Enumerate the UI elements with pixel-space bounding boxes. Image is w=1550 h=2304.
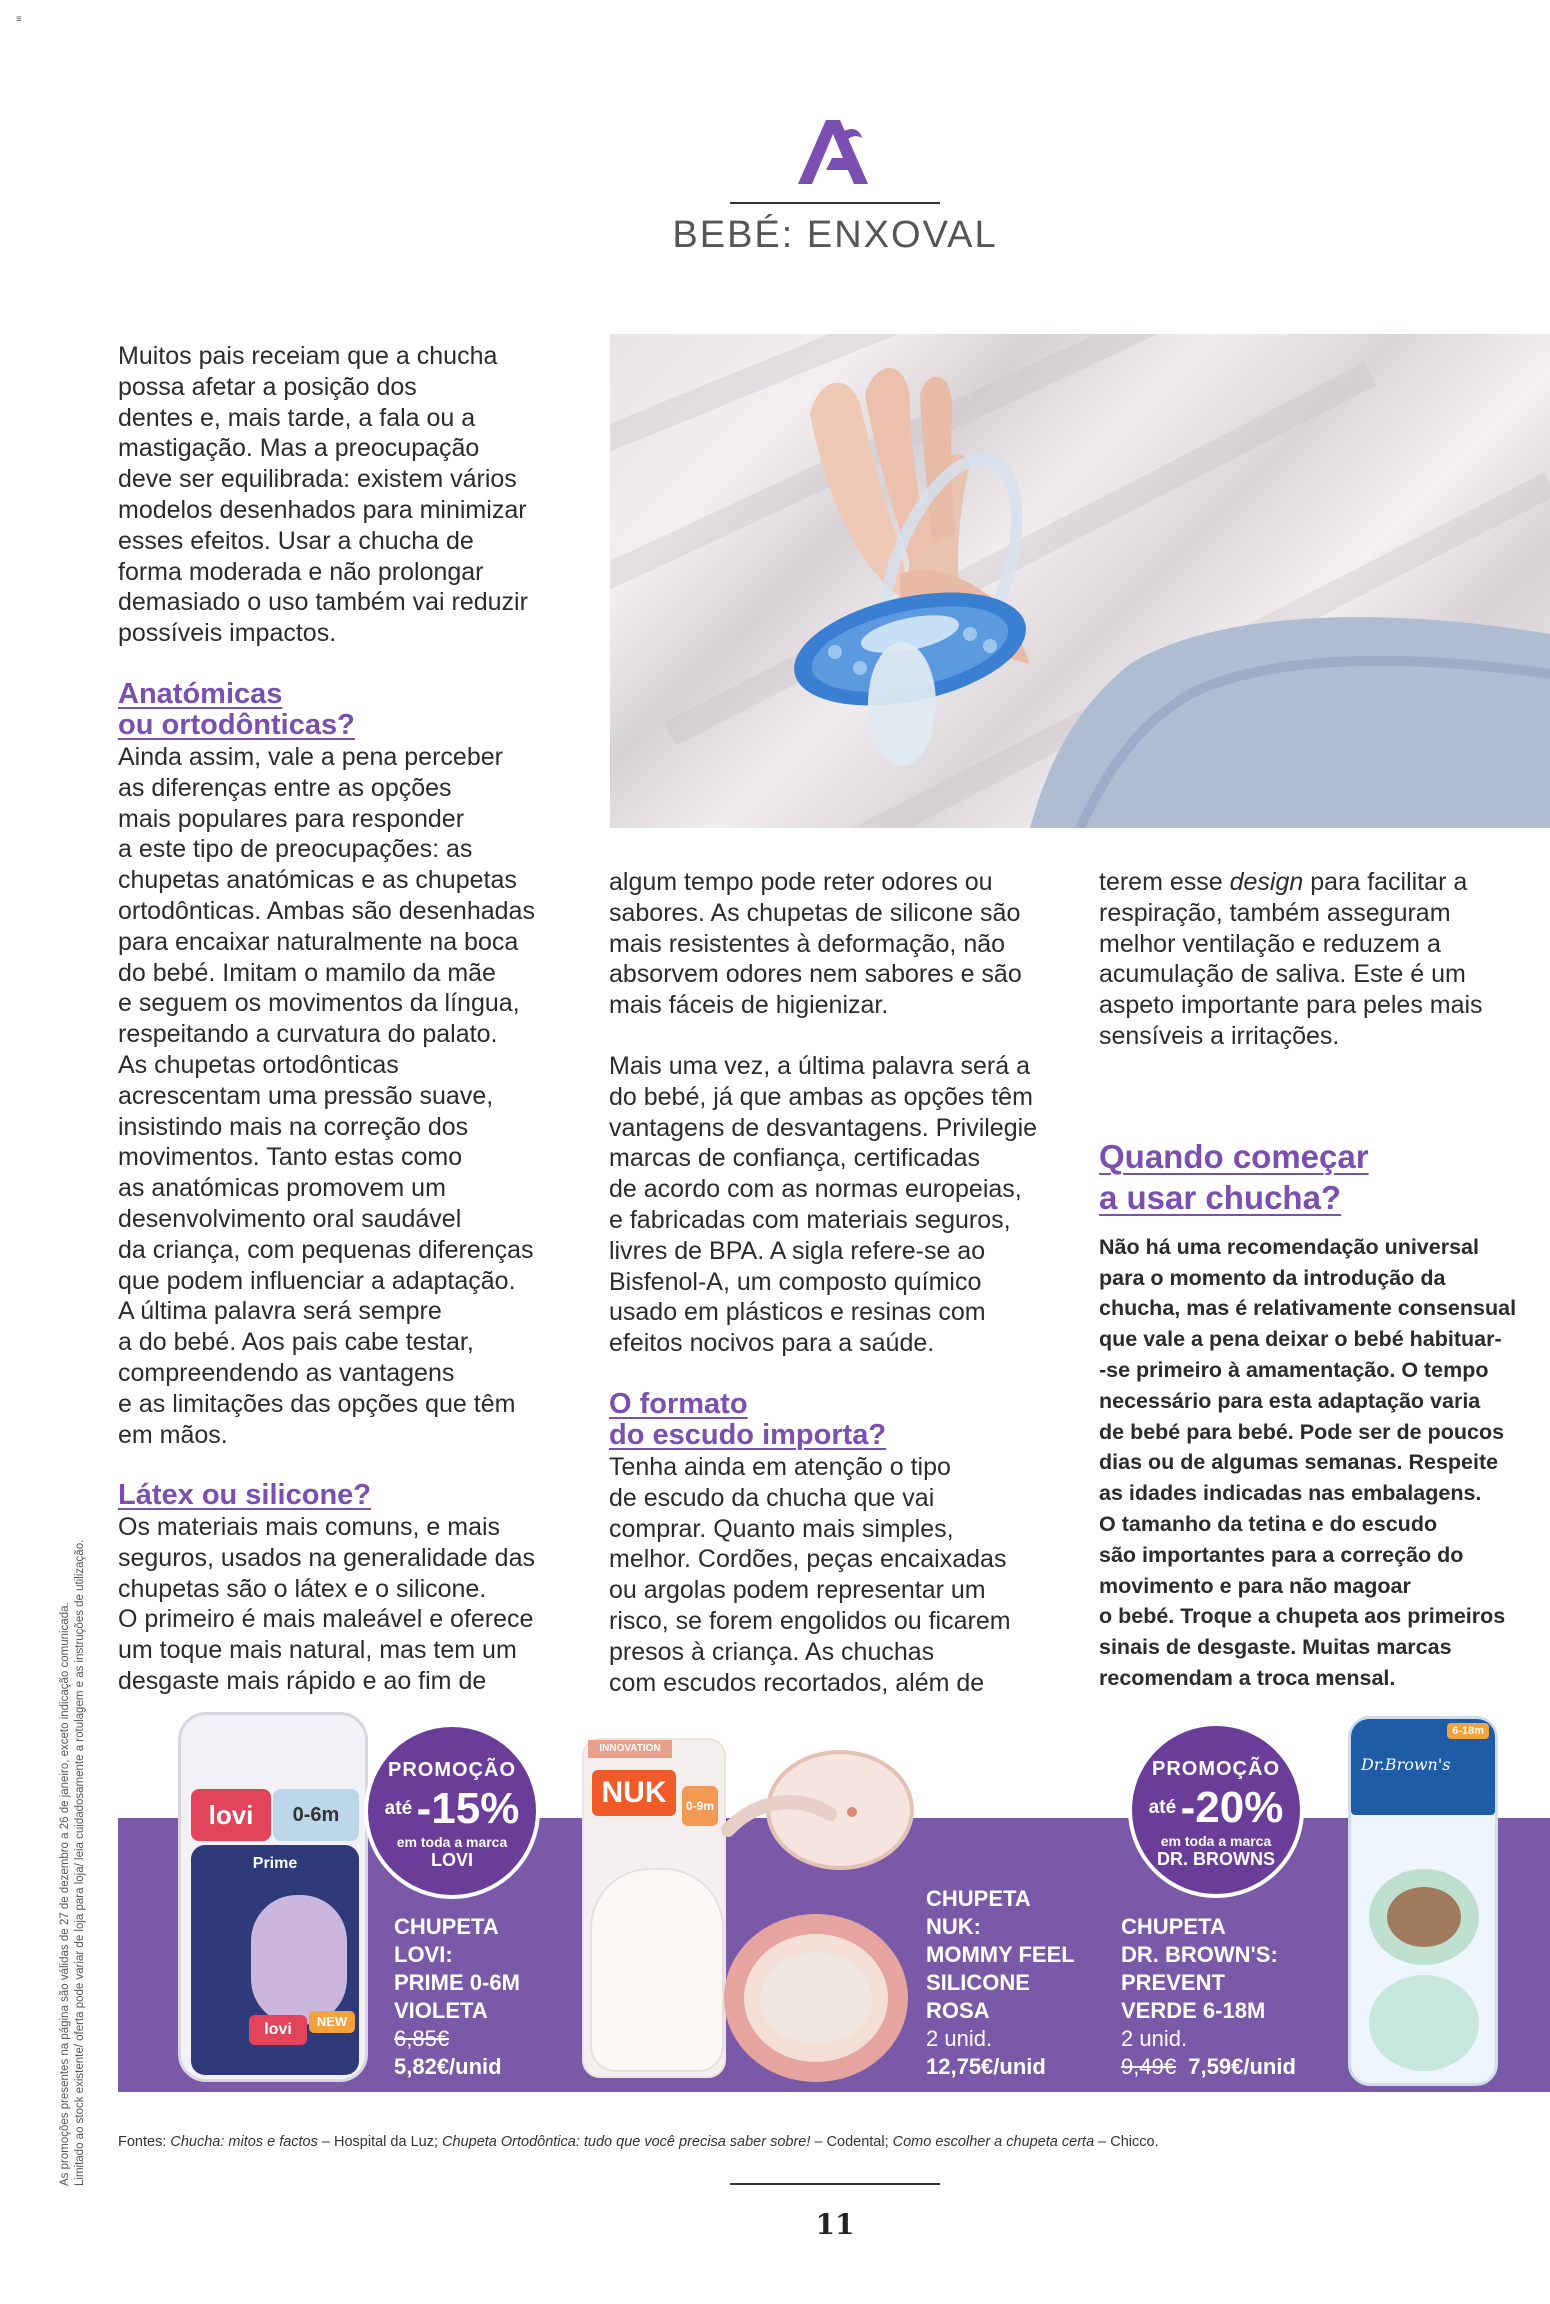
lovi-brand-label: lovi [191, 1789, 271, 1841]
auchan-logo [796, 118, 870, 186]
page-number: 11 [815, 2208, 855, 2241]
formato-paragraph: Tenha ainda em atenção o tipo de escudo da chucha que vai comprar. Quanto mais simples, melhor. Cordões, peças encaixadas ou argolas podem representar um risco, se forem engolidos ou ficarem presos à criança. As chuchas com escudos recortados, além de [609, 1452, 1011, 1697]
sources: Fontes: Chucha: mitos e factos – Hospital da Luz; Chupeta Ortodôntica: tudo que você precisa saber sobre! – Codental; Como escolher a chupeta certa – Chicco. [118, 2134, 1159, 2150]
quantity: 2 unid. [1121, 2026, 1188, 2051]
lovi-line-label: Prime [252, 1855, 298, 1872]
formato-heading: O formato do escudo importa? [609, 1387, 887, 1451]
nuk-pacifier-icon [720, 1750, 916, 2086]
promo-percent: -20% [1180, 1783, 1284, 1832]
new-badge: NEW [309, 2011, 355, 2033]
price: 5,82€/unid [394, 2054, 502, 2079]
lovi-product-pack[interactable] [178, 1712, 368, 2082]
menu-icon[interactable]: ≡ [16, 14, 22, 25]
promo-percent: -15% [416, 1784, 520, 1833]
footer-rule [730, 2183, 940, 2185]
promo-ate: até [384, 1798, 413, 1819]
column-3 [1099, 867, 1549, 1694]
nuk-product-pack[interactable] [582, 1738, 726, 2078]
product-drbrowns[interactable]: CHUPETA DR. BROWN'S: PREVENT VERDE 6-18M 2 unid. 9,49€ 7,59€/unid [1121, 1914, 1296, 2079]
promo-brand: DR. BROWNS [1157, 1849, 1275, 1869]
old-price: 9,49€ [1121, 2054, 1177, 2079]
lovi-pacifier-icon [251, 1895, 347, 2025]
lovi-pack-panel [191, 1845, 359, 2075]
nuk-case-icon [590, 1868, 724, 2072]
product-nuk[interactable]: CHUPETA NUK: MOMMY FEEL SILICONE ROSA 2 unid. 12,75€/unid [926, 1886, 1075, 2079]
lovi-small-logo: lovi [249, 2015, 307, 2045]
section-title: BEBÉ: ENXOVAL [672, 214, 998, 256]
sloth-face-icon [1387, 1887, 1461, 1947]
latex-section [118, 1480, 578, 1697]
promo-brand: LOVI [430, 1850, 473, 1870]
anatomicas-paragraph: Ainda assim, vale a pena perceber as diferenças entre as opções mais populares para responder a este tipo de preocupações: as chupetas anatómicas e as chupetas ortodônticas. Ambas são desenhadas para encaixar naturalmente na boca do bebé. Imitam o mamilo da mãe e seguem os movimentos da língua, respeitando a curvatura do palato. As chupetas ortodônticas acrescentam uma pressão suave, insistindo mais na correção dos movimentos. Tanto estas como as anatómicas promovem um desenvolvimento oral saudável da criança, com pequenas diferenças que podem influenciar a adaptação. A última palavra será sempre a do bebé. Aos pais cabe testar, compreendendo as vantagens e as limitações das opções que têm em mãos. [118, 743, 535, 1449]
drbrowns-header-panel [1351, 1719, 1495, 1815]
promo-title: PROMOÇÃO [388, 1759, 516, 1781]
product-lovi[interactable]: CHUPETA LOVI: PRIME 0-6M VIOLETA 6,85€ 5,82€/unid [394, 1914, 520, 2079]
anatomicas-section [118, 679, 578, 1450]
drbrowns-logo: Dr.Brown's [1361, 1755, 1451, 1774]
nuk-logo: NUK [592, 1770, 676, 1816]
quantity: 2 unid. [926, 2026, 993, 2051]
promo-circle-drbrowns [1128, 1722, 1304, 1898]
lovi-age-label: 0-6m [273, 1789, 359, 1841]
intro-block [118, 341, 578, 649]
drbrowns-product-pack[interactable] [1348, 1716, 1498, 2086]
nuk-age-label: 0-9m [682, 1786, 718, 1826]
drbrowns-age-label: 6-18m [1447, 1723, 1489, 1739]
nuk-innovation-tag: INNOVATION [588, 1740, 672, 1758]
latex-paragraph: Os materiais mais comuns, e mais seguros, usados na generalidade das chupetas são o látex e o silicone. O primeiro é mais maleável e oferece um toque mais natural, mas tem um desgaste mais rápido e ao fim de [118, 1513, 535, 1695]
promo-scope: em toda a marca [1160, 1833, 1272, 1849]
column-2 [609, 867, 1079, 1698]
trust-paragraph: Mais uma vez, a última palavra será a do bebé, já que ambas as opções têm vantagens de desvantagens. Privilegie marcas de confiança, certificadas de acordo com as normas europeias, e fabricadas com materiais seguros, livres de BPA. A sigla refere-se ao Bisfenol-A, um composto químico usado em plásticos e resinas com efeitos nocivos para a saúde. [609, 1051, 1038, 1358]
baby-pacifier-photo [610, 334, 1550, 828]
intro-paragraph: Muitos pais receiam que a chucha possa afetar a posição dos dentes e, mais tarde, a fala ou a mastigação. Mas a preocupação deve ser equilibrada: existem vários modelos desenhados para minimizar esses efeitos. Usar a chucha de forma moderada e não prolongar demasiado o uso também vai reduzir possíveis impactos. [118, 342, 528, 648]
zzz-pacifier-icon [1369, 1975, 1479, 2071]
baby-pacifier-illustration [610, 334, 1550, 828]
design-paragraph: terem esse design para facilitar a respiração, também asseguram melhor ventilação e reduzem a acumulação de saliva. Este é um aspeto importante para peles mais sensíveis a irritações. [1099, 868, 1483, 1050]
anatomicas-heading: Anatómicas ou ortodônticas? [118, 678, 355, 741]
promo-circle-lovi [364, 1723, 540, 1899]
promo-ate: até [1148, 1797, 1177, 1818]
promo-scope: em toda a marca [396, 1834, 508, 1850]
price: 12,75€/unid [926, 2054, 1046, 2079]
latex-heading: Látex ou silicone? [118, 1479, 371, 1511]
quando-paragraph: Não há uma recomendação universal para o momento da introdução da chucha, mas é relativamente consensual que vale a pena deixar o bebé habituar- -se primeiro à amamentação. O tempo necessário para esta adaptação varia de bebé para bebé. Pode ser de poucos dias ou de algumas semanas. Respeite as idades indicadas nas embalagens. O tamanho da tetina e do escudo são importantes para a correção do movimento e para não magoar o bebé. Troque a chupeta aos primeiros sinais de desgaste. Muitas marcas recomendam a troca mensal. [1099, 1234, 1517, 1690]
price: 7,59€/unid [1188, 2054, 1296, 2079]
quando-heading: Quando começar a usar chucha? [1099, 1137, 1369, 1216]
old-price: 6,85€ [394, 2026, 450, 2051]
header-rule [730, 202, 940, 204]
silicone-paragraph: algum tempo pode reter odores ou sabores. As chupetas de silicone são mais resistentes à deformação, não absorvem odores nem sabores e são mais fáceis de higienizar. [609, 868, 1022, 1020]
legal-sidebar: As promoções presentes na página são válidas de 27 de dezembro a 26 de janeiro, exceto indicação comunicada. Limitado ao stock existente/ oferta pode variar de loja para loja/ leia cuidadosamente a rotulagem e as instruções de utilização. [59, 1539, 86, 2186]
promo-title: PROMOÇÃO [1152, 1758, 1280, 1780]
